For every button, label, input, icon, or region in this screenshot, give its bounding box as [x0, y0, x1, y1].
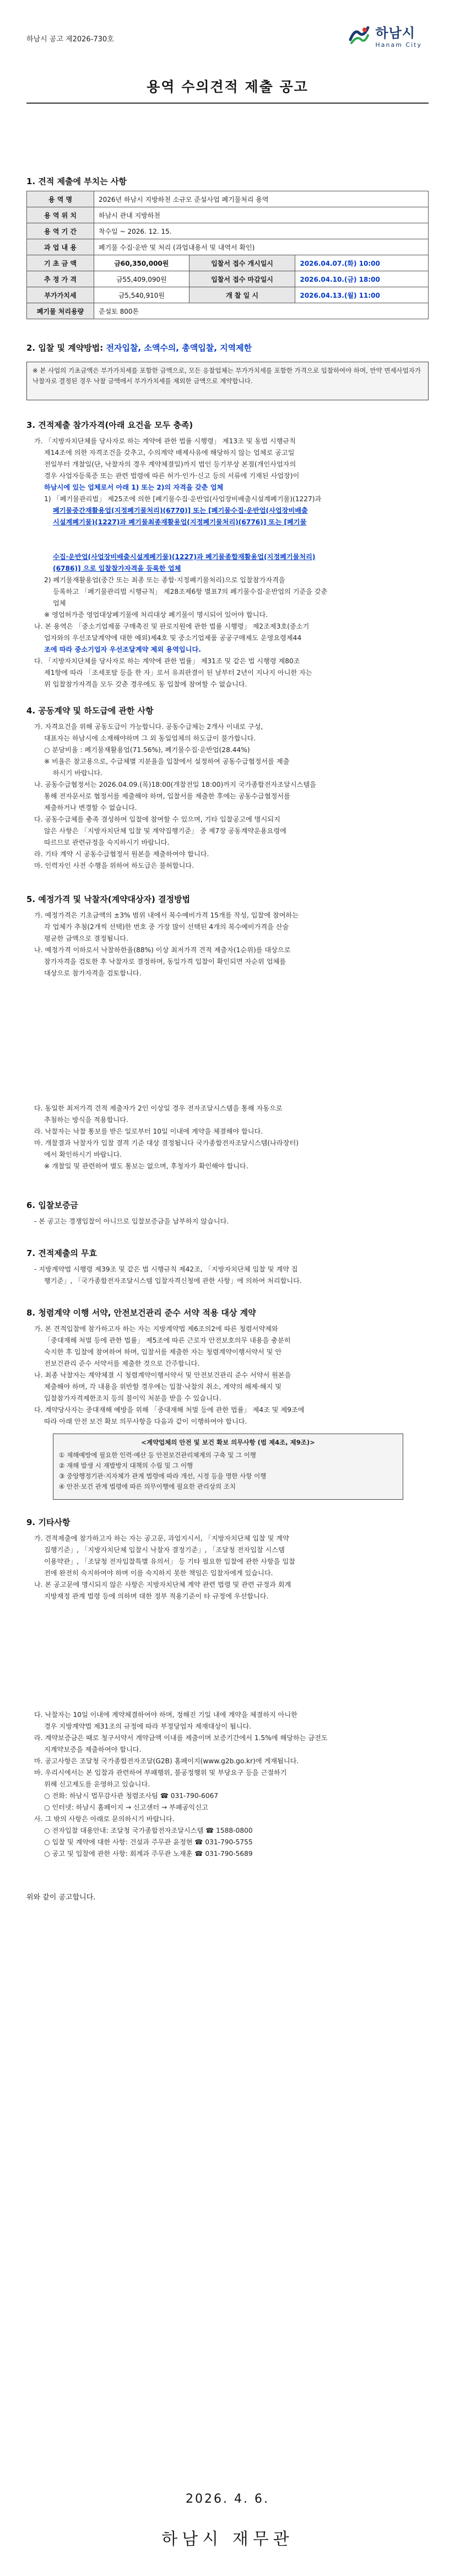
table-row	[27, 191, 429, 207]
section-2-title	[26, 342, 252, 353]
text-line: - 지방계약법 시행령 제39조 및 같은 법 시행규칙 제42조, 「지방자치단체 입찰 및 계약 집	[34, 1265, 298, 1273]
table-row	[27, 287, 429, 303]
safety-item: ③ 중앙행정기관·지자체가 관계 법령에 따라 개선, 시정 등을 명한 사항 이행	[59, 1472, 267, 1480]
text-line: 다. 동일한 최저가격 견적 제출자가 2인 이상일 경우 전자조달시스템을 통해 자동으로	[34, 1104, 283, 1112]
text-line: 숙지한 후 입찰에 참여하여 하며, 입찰서를 제출한 자는 청렴계약이행서약서 및 안	[44, 1348, 282, 1356]
text-line: 제출하거나 변경할 수 없습니다.	[44, 804, 137, 812]
text-line: 조에 따라 중소기업자 우선조달계약 제외 용역입니다.	[44, 646, 201, 653]
text-line: 전일부터 개찰일(단, 낙찰자의 경우 계약체결일)까지 법인 등기부상 본점(개인사업자의	[44, 460, 296, 468]
text-line: 경우 지방계약법 제31조의 규정에 따라 부정당업자 제재대상이 됩니다.	[44, 1722, 252, 1730]
section-8-title: 8. 청렴계약 이행 서약, 안전보건관리 준수 서약 적용 대상 계약	[26, 1308, 256, 1318]
page-title: 용역 수의견적 제출 공고	[147, 79, 308, 95]
text-line: 다. 낙찰자는 10일 이내에 계약체결하여야 하며, 정해진 기일 내에 계약을 체결하지 아니한	[34, 1711, 297, 1719]
text-line: ○ 입찰 및 계약에 대한 사항: 건설과 주무관 윤정현 ☎ 031-790-5755	[44, 1838, 253, 1846]
announcement-ref: 하남시 공고 제2026-730호	[26, 35, 114, 44]
text-line: 않은 사항은 「지방자치단체 입찰 및 계약집행기준」 중 제7장 공동계약운용요령에	[44, 827, 286, 835]
text-line: 1) 「폐기물관리법」 제25조에 의한 [폐기물수집·운반업(사업장비배출시설계폐기물)(1227)과	[44, 495, 322, 503]
table-row	[27, 271, 429, 287]
section-3-title: 3. 견적제출 참가자격(아래 요건을 모두 충족)	[26, 420, 193, 430]
table-label: 용 역 위 치	[27, 207, 94, 223]
section-1-title: 1. 견적 제출에 부치는 사항	[26, 176, 127, 186]
estimated-price-value: 금55,409,090원	[94, 271, 189, 287]
safety-box-title: <계약업체의 안전 및 보건 확보 의무사항 (법 제4조, 제9조)>	[141, 1439, 315, 1446]
text-line: 나. 공동수급협정서는 2026.04.09.(목)18:00(개찰전일 18:00)까지 국가종합전자조달시스템을	[34, 781, 316, 788]
table-row	[27, 255, 429, 271]
text-line: 가. 자격요건을 위해 공동도급이 가능합니다. 공동수급체는 2개사 이내로 구성,	[34, 723, 263, 731]
section-9-body-continued	[34, 1709, 420, 1860]
text-line: 시설계폐기물)(1227)과 폐기물최종재활용업(지정폐기물처리)(6776)] 또는 [폐기물	[53, 518, 307, 526]
text-line: 평균한 금액으로 결정됩니다.	[44, 935, 128, 942]
section-5-body	[34, 910, 420, 979]
section-6-title: 6. 입찰보증금	[26, 1200, 78, 1210]
text-line: 입찰참가자격제한조치 등의 불이익 처분을 받을 수 있습니다.	[44, 1394, 221, 1402]
table-row	[27, 223, 429, 239]
hanam-city-logo	[347, 22, 422, 49]
vat-notice-text: ※ 본 사업의 기초금액은 부가가치세를 포함한 금액으로, 모든 응찰업체는 부가가치세를 포함한 가격으로 입찰하여야 하며, 만약 면세사업자가 낙찰자로 결정된 경우 낙찰 금액에서 부가가치세를 제외한 금액으로 계약합니다.	[32, 367, 421, 385]
text-line: 따라 아래 안전 보건 확보 의무사항을 다음과 같이 이행하여야 합니다.	[44, 1418, 247, 1425]
text-line: 마. 공고사항은 조달청 국가종합전자조달(G2B) 홈페이지(www.g2b.go.kr)에 게재됩니다.	[34, 1757, 299, 1765]
table-value: 하남시 관내 지방하천	[94, 207, 429, 223]
section-2-method: 전자입찰, 소액수의, 총액입찰, 지역제한	[106, 343, 252, 353]
table-label: 과 업 내 용	[27, 239, 94, 255]
text-line: 가. 견적제출에 참가하고자 하는 자는 공고문, 과업지시서, 「지방자치단체 입찰 및 계약	[34, 1534, 289, 1542]
section-5-title: 5. 예정가격 및 낙찰자(계약대상자) 결정방법	[26, 894, 191, 904]
text-line: 가. 예정가격은 기초금액의 ±3% 범위 내에서 복수예비가격 15개를 작성, 입찰에 참여하는	[34, 911, 299, 919]
text-line: 하시기 바랍니다.	[53, 769, 103, 777]
safety-duty-box	[53, 1434, 403, 1500]
safety-item: ④ 안전·보건 관계 법령에 따른 의무이행에 필요한 관리상의 조치	[59, 1483, 236, 1490]
closing-text: 위와 같이 공고합니다.	[26, 1893, 96, 1902]
table-row	[27, 207, 429, 223]
text-line: 가. 「지방자치단체를 당사자로 하는 계약에 관한 법률 시행령」 제13조 및 동법 시행규칙	[34, 437, 296, 445]
table-label: 부가가치세	[27, 287, 94, 303]
text-line: 추첨하는 방식을 적용합니다.	[44, 1116, 128, 1124]
vat-notice-box	[26, 362, 429, 400]
text-line: 업체	[53, 599, 66, 607]
logo-english-name: Hanam City	[375, 41, 422, 49]
section-7-body	[34, 1264, 420, 1287]
text-line: 위 입찰참가자격을 모두 갖춘 경우에도 동 입찰에 참여할 수 없습니다.	[44, 680, 247, 688]
text-line: 2) 폐기물재활용업(중간 또는 최종 또는 종합·지정폐기물처리)으로 입찰참가자격을	[44, 576, 285, 584]
text-line: 위해 신고제도를 운영하고 있습니다.	[44, 1780, 150, 1788]
section-3-body-continued	[34, 551, 420, 690]
table-label: 개 찰 일 시	[189, 287, 295, 303]
text-line: ○ 인터넷: 하남시 홈페이지 → 신고센터 → 부패공익신고	[44, 1804, 208, 1811]
text-line: 나. 예정가격 이하로서 낙찰하한율(88%) 이상 최저가격 견적 제출자(1순위)를 대상으로	[34, 946, 291, 954]
text-line: 하남시에 있는 업체로서 아래 1) 또는 2)의 자격을 갖춘 업체	[44, 484, 224, 491]
table-value: 착수일 ~ 2026. 12. 15.	[94, 223, 429, 239]
section-6-body	[34, 1216, 420, 1227]
text-line: 나. 본 용역은 「중소기업제품 구매촉진 및 판로지원에 관한 법률 시행령」 제2조제3호(중소기	[34, 622, 310, 630]
table-value: 폐기물 수집·운반 및 처리 (과업내용서 및 내역서 확인)	[94, 239, 429, 255]
text-line: 나. 최종 낙찰자는 계약체결 시 청렴계약이행서약서 및 안전보건관리 준수 서약서 원본을	[34, 1371, 291, 1379]
text-line: 다. 공동수급체를 충족 결성하여 입찰에 참여할 수 있으며, 기타 입찰공고에 명시되지	[34, 815, 280, 823]
text-line: 대상으로 참가자격을 검토합니다.	[44, 969, 142, 977]
text-line: 마. 인력자인 사전 수행을 위하여 하도급은 불허합니다.	[34, 862, 194, 870]
text-line: ※ 비율은 참고용으로, 수급체별 지분율을 입찰에서 설정하여 공동수급협정서를 제출	[44, 758, 290, 765]
section-4-body	[34, 721, 420, 872]
text-line: (6786)] 으로 입찰참가자격을 등록한 업체	[53, 565, 181, 572]
vat-value: 금5,540,910원	[94, 287, 189, 303]
text-line: 바. 우리시에서는 본 입찰과 관련하여 부패행위, 불공정행위 및 부당요구 등을 근절하기	[34, 1769, 287, 1777]
text-line: 다. 「지방자치단체를 당사자로 하는 계약에 관한 법률」 제31조 및 같은 법 시행령 제80조	[34, 657, 300, 665]
text-line: 대표자는 하남시에 소재해야하며 그 외 동일업체의 하도급이 불가합니다.	[44, 734, 256, 742]
section-3-body	[34, 436, 420, 528]
table-value: 준설토 800톤	[94, 303, 429, 319]
text-line: 전보건관리 준수 서약서를 제출한 것으로 간주합니다.	[44, 1360, 200, 1367]
text-line: 제1항에 따라 「조세포탈 등을 한 자」로서 유죄판결이 된 날부터 2년이 지나지 아니한 자는	[44, 669, 312, 677]
hanam-emblem-icon	[347, 23, 371, 47]
safety-item: ② 재해 발생 시 재발방지 대책의 수립 및 그 이행	[59, 1462, 193, 1469]
text-line: ○ 전화: 하남시 법무감사관 청렴조사팀 ☎ 031-790-6067	[44, 1792, 219, 1800]
text-line: 나. 본 공고문에 명시되지 않은 사항은 지방자치단체 계약 관련 법령 및 관련 규정과 회계	[34, 1581, 291, 1588]
table-label: 기 초 금 액	[27, 255, 94, 271]
table-label: 추 정 가 격	[27, 271, 94, 287]
text-line: 지방재정 관계 법령 등에 의하며 대한 정부 적용기준이 타 규정에 우선합니다.	[44, 1592, 269, 1600]
text-line: 마. 개찰결과 낙찰자가 입찰 결격 기준 대상 결정됩니다 국가종합전자조달시스템(나라장터)	[34, 1139, 299, 1147]
text-line: ○ 전자입찰 대용안내: 조달청 국가종합전자조달시스템 ☎ 1588-0800	[44, 1827, 253, 1834]
table-value: 2026년 하남시 지방하천 소규모 준설사업 폐기물처리 용역	[94, 191, 429, 207]
table-row	[27, 239, 429, 255]
text-line: 지계약보증을 제출하여야 합니다.	[44, 1746, 142, 1753]
issuing-organization: 하남시 재무관	[161, 2530, 294, 2549]
text-line: 전에 완전히 숙지하여야 하며 이를 숙지하지 못한 책임은 입찰자에게 있습니다.	[44, 1569, 273, 1577]
text-line: 라. 기타 계약 시 공동수급협정서 원본을 제출하여야 합니다.	[34, 850, 209, 858]
table-label: 입찰서 접수 마감일시	[189, 271, 295, 287]
text-line: 「중대재해 처벌 등에 관한 법률」 제5조에 따른 근로자 안전보호의무 내용을 충분히	[44, 1337, 291, 1344]
bid-info-table	[26, 191, 429, 319]
text-line: 행기준」, 「국가종합전자조달시스템 입찰자격신청에 관한 사항」에 의하여 처리합니다.	[44, 1277, 302, 1285]
text-line: 참가자격을 검토한 후 낙찰자로 결정하며, 동일가격 입찰이 확인되면 자순위 업체를	[44, 958, 286, 965]
text-line: ○ 공고 및 입찰에 관한 사항: 회계과 주무관 노재훈 ☎ 031-790-5689	[44, 1850, 253, 1858]
table-label: 입찰서 접수 개시일시	[189, 255, 295, 271]
section-8-body	[34, 1323, 420, 1427]
text-line: 라. 계약보증금은 때로 청구서약서 계약금액 이내를 제출이며 보증기간에서 1.5%에 해당하는 금전도	[34, 1734, 328, 1742]
text-line: - 본 공고는 경쟁입찰이 아니므로 입찰보증금을 납부하지 않습니다.	[34, 1217, 229, 1225]
text-line: 가. 본 견적입찰에 참가하고자 하는 자는 지방계약법 제6조의2에 따른 청렴서약제와	[34, 1325, 278, 1333]
safety-item: ① 재해예방에 필요한 인력·예산 등 안전보건관리체계의 구축 및 그 이행	[59, 1451, 256, 1459]
table-label: 용 역 기 간	[27, 223, 94, 239]
bid-start-value: 2026.04.07.(화) 10:00	[295, 255, 429, 271]
text-line: 제출해야 하며, 각 내용을 위반할 경우에는 입찰·낙찰의 취소, 계약의 해제·해지 및	[44, 1383, 281, 1391]
text-line: 수집·운반업(사업장비배출시설계폐기물)(1227)과 폐기물종합재활용업(지정폐기물처리)	[53, 553, 316, 561]
bid-end-value: 2026.04.10.(금) 18:00	[295, 271, 429, 287]
section-7-title: 7. 견적제출의 무효	[26, 1248, 98, 1258]
text-line: ※ 영업허가증 영업대상폐기물에 처리대상 폐기물이 명시되어 있어야 합니다.	[44, 611, 268, 619]
base-amount-value: 금60,350,000원	[94, 255, 189, 271]
text-line: 제14조에 의한 자격조건을 갖추고, 수의계약 배제사유에 해당하지 않는 업체로 공고일	[44, 449, 295, 457]
text-line: ※ 개찰일 및 관련하여 별도 통보는 없으며, 후청자가 확인해야 합니다.	[44, 1162, 248, 1170]
section-2-title-prefix: 2. 입찰 및 계약방법:	[26, 343, 106, 353]
text-line: 집행기준」, 「지방자치단체 입찰시 낙찰자 결정기준」, 「조달청 전자입찰 시스템	[44, 1546, 285, 1554]
text-line: 에서 확인하시기 바랍니다.	[44, 1151, 122, 1158]
section-5-body-continued	[34, 1103, 420, 1172]
text-line: 업자와의 우선조달계약에 대한 예외)제4호 및 중소기업제품 공공구매제도 운영요령제44	[44, 634, 302, 642]
table-label: 용 역 명	[27, 191, 94, 207]
text-line: 폐기물중간재활용업(지정폐기물처리)(6770)] 또는 [폐기물수집·운반업(사업장비배출	[53, 507, 308, 514]
text-line: 통해 전자문서로 협정서를 제출해야 하며, 입찰서를 제출한 후에는 공동수급협정서를	[44, 792, 290, 800]
logo-korean-name: 하남시	[375, 25, 416, 41]
text-line: 사. 그 밖의 사항은 아래로 문의하시기 바랍니다.	[34, 1815, 175, 1823]
table-label: 폐기물 처리용량	[27, 303, 94, 319]
text-line: 이용약관」, 「조달청 전자입찰특별 유의서」 등 기타 필요한 입찰에 관한 사항을 입찰	[44, 1558, 295, 1565]
section-4-title: 4. 공동계약 및 하도급에 관한 사항	[26, 706, 154, 716]
text-line: 따르므로 관련규정을 숙지하시기 바랍니다.	[44, 839, 170, 846]
title-divider	[26, 103, 429, 104]
text-line: 경우 사업자등록증 또는 관련 법령에 따른 허가·인가·신고 등의 서류에 기재된 사업장)이	[44, 472, 300, 480]
text-line: ○ 분담비율 : 폐기물재활용업(71.56%), 폐기물수집·운반업(28.44%)	[44, 746, 250, 754]
table-row	[27, 303, 429, 319]
text-line: 각 업체가 추첨(2개씩 선택)한 번호 중 가장 많이 선택된 4개의 복수예비가격을 산술	[44, 923, 289, 931]
text-line: 다. 계약당사자는 중대재해 예방을 위해 「중대재해 처벌 등에 관한 법률」 제4조 및 제9조에	[34, 1406, 305, 1414]
announcement-date: 2026. 4. 6.	[186, 2492, 269, 2506]
text-line: 등록하고 「폐기물관리법 시행규칙」 제28조제6항 별표7의 폐기물수집·운반업의 기준을 갖춘	[53, 588, 328, 595]
section-9-body	[34, 1533, 420, 1602]
section-9-title: 9. 기타사항	[26, 1517, 71, 1527]
text-line: 라. 낙찰자는 낙찰 통보를 받은 일로부터 10일 이내에 계약을 체결해야 합니다.	[34, 1128, 263, 1135]
opening-date-value: 2026.04.13.(월) 11:00	[295, 287, 429, 303]
